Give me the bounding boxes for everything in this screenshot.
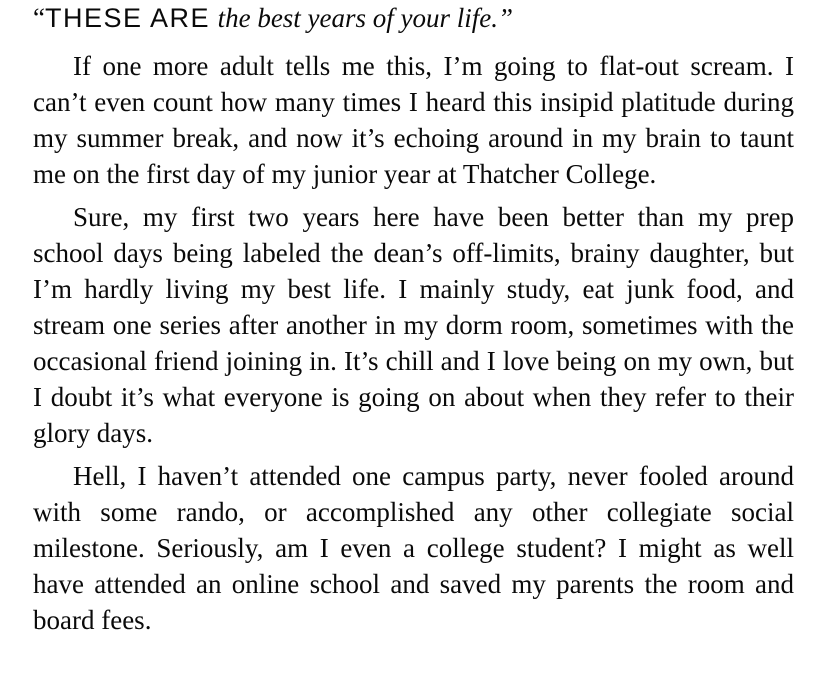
opening-phrase-italic: the best years of your life.” [217,3,514,33]
opening-phrase-caps: THESE ARE [44,3,211,33]
paragraph-3: Hell, I haven’t attended one campus party, never fooled around with some rando, or accomplished any other collegiate social milestone. Seriously, am I even a college student? I might as well have attended an online school and saved my parents the room and board fees. [33,461,794,635]
chapter-opening-line [33,0,794,36]
paragraph-1: If one more adult tells me this, I’m going to flat-out scream. I can’t even count how many times I heard this insipid platitude during my summer break, and now it’s echoing around in my brain to taunt me on the first day of my junior year at Thatcher College. [33,51,794,189]
opening-quote-mark: “ [33,3,45,33]
paragraph-2: Sure, my first two years here have been better than my prep school days being labeled the dean’s off-limits, brainy daughter, but I’m hardly living my best life. I mainly study, eat junk food, and stream one series after another in my dorm room, sometimes with the occasional friend joining in. It’s chill and I love being on my own, but I doubt it’s what everyone is going on about when they refer to their glory days. [33,202,794,448]
